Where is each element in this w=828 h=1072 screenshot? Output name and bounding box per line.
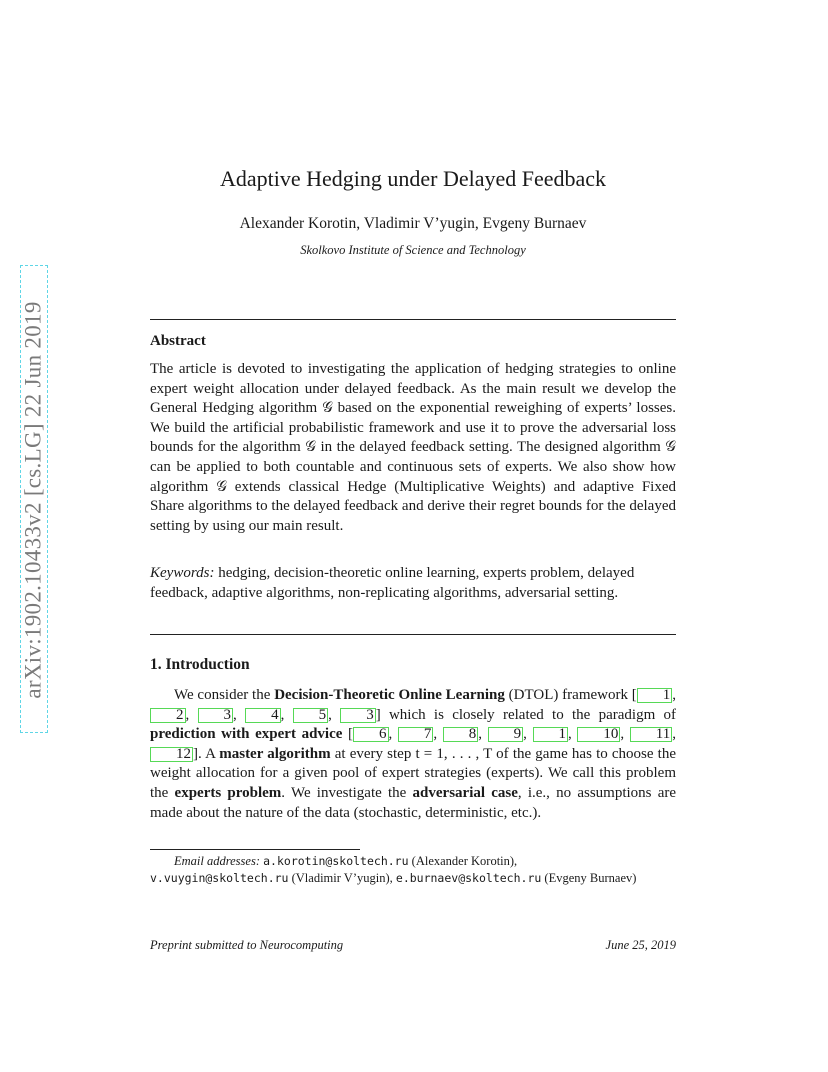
intro-text: at every step t = 1, . . . , T of the game has to choose the weight allocation for a given pool of expert strategies (experts). We call this problem the (150, 745, 677, 801)
keywords-list: hedging, decision-theoretic online learning, experts problem, delayed feedback, adaptive algorithms, non-replicating algorithms, adversarial setting. (150, 565, 635, 601)
intro-bold-term: master algorithm (219, 745, 331, 762)
abstract-bottom-rule (150, 634, 676, 635)
email-link[interactable]: e.burnaev@skoltech.ru (395, 871, 542, 885)
intro-text: . We investigate the (281, 784, 407, 801)
citation-link[interactable]: 6 (353, 727, 389, 742)
affiliation: Skolkovo Institute of Science and Technology (300, 243, 526, 257)
footnote-name: (Evgeny Burnaev) (544, 871, 637, 885)
citation-link[interactable]: 9 (488, 727, 524, 742)
citation-link[interactable]: 2 (150, 708, 186, 723)
authors: Alexander Korotin, Vladimir V’yugin, Evgeny Burnaev (239, 215, 587, 232)
footnote-name: (Vladimir V’yugin), (291, 871, 393, 885)
citation-link[interactable]: 8 (443, 727, 479, 742)
arxiv-id: arXiv:1902.10433v2 [cs.LG] 22 Jun 2019 (21, 301, 46, 699)
email-link[interactable]: a.korotin@skoltech.ru (263, 854, 409, 868)
keywords-label: Keywords: (150, 565, 215, 581)
email-link[interactable]: v.vuygin@skoltech.ru (150, 871, 289, 885)
citation-link[interactable]: 10 (577, 727, 620, 742)
intro-paragraph: We consider the Decision-Theoretic Online Learning (DTOL) framework [ 1 , 2 , 3 , 4 , 5 , 3 ] which is closely related to the paradigm of prediction with expert advice [ 6 , 7 , 8 , 9 , 1 , 10 , 11 , 12 ]. A master algorithm at every step t = 1, . . . , T of the game has to choose the weight allocation for a given pool of expert strategies (experts). We call this problem the experts problem. We investigate the adversarial case, i.e., no assumptions are made about the nature of the data (stochastic, deterministic, etc.). (150, 687, 677, 821)
footnote (150, 853, 676, 887)
intro-bold-term: experts problem (174, 784, 282, 801)
citation-link[interactable]: 11 (630, 727, 672, 742)
keywords (150, 564, 676, 603)
arxiv-stamp[interactable] (18, 265, 50, 735)
abstract-top-rule (150, 319, 676, 320)
intro-text: We consider the (174, 687, 271, 703)
citation-link[interactable]: 1 (637, 688, 673, 703)
intro-text: which is closely related to the paradigm of (388, 706, 677, 723)
citation-link[interactable]: 7 (398, 727, 434, 742)
section-heading-introduction: 1. Introduction (150, 656, 250, 673)
preprint-note: Preprint submitted to Neurocomputing (150, 938, 344, 952)
intro-text: , i.e., no assumptions are made about the nature of the data (stochastic, deterministic, etc.). (150, 784, 677, 821)
intro-bold-term: adversarial case (412, 784, 518, 801)
citation-link[interactable]: 1 (533, 727, 569, 742)
citation-link[interactable]: 4 (245, 708, 281, 723)
abstract-heading: Abstract (150, 333, 206, 349)
paper-title: Adaptive Hedging under Delayed Feedback (219, 166, 607, 191)
intro-text: (DTOL) framework (508, 687, 628, 703)
intro-bold-term: Decision-Theoretic Online Learning (274, 687, 505, 703)
citation-link[interactable]: 12 (150, 747, 193, 762)
intro-bold-term: prediction with expert advice (150, 726, 343, 743)
footnote-label: Email addresses: (174, 854, 260, 868)
abstract-text: The article is devoted to investigating the application of hedging strategies to online expert weight allocation under delayed feedback. As the main result we develop the General Hedging algorithm 𝒢 based on the exponential reweighing of experts’ losses. We build the artificial probabilistic framework and use it to prove the adversarial loss bounds for the algorithm 𝒢 in the delayed feedback setting. The designed algorithm 𝒢 can be applied to both countable and continuous sets of experts. We also show how algorithm 𝒢 extends classical Hedge (Multiplicative Weights) and adaptive Fixed Share algorithms to the delayed feedback and derive their regret bounds for the delayed setting by using our main result. (150, 361, 676, 534)
footnote-rule (150, 849, 360, 850)
citation-link[interactable]: 3 (198, 708, 234, 723)
citation-link[interactable]: 5 (293, 708, 329, 723)
preprint-date: June 25, 2019 (605, 938, 676, 952)
footnote-name: (Alexander Korotin), (411, 854, 518, 868)
intro-text: . A (198, 745, 216, 762)
citation-link[interactable]: 3 (340, 708, 376, 723)
